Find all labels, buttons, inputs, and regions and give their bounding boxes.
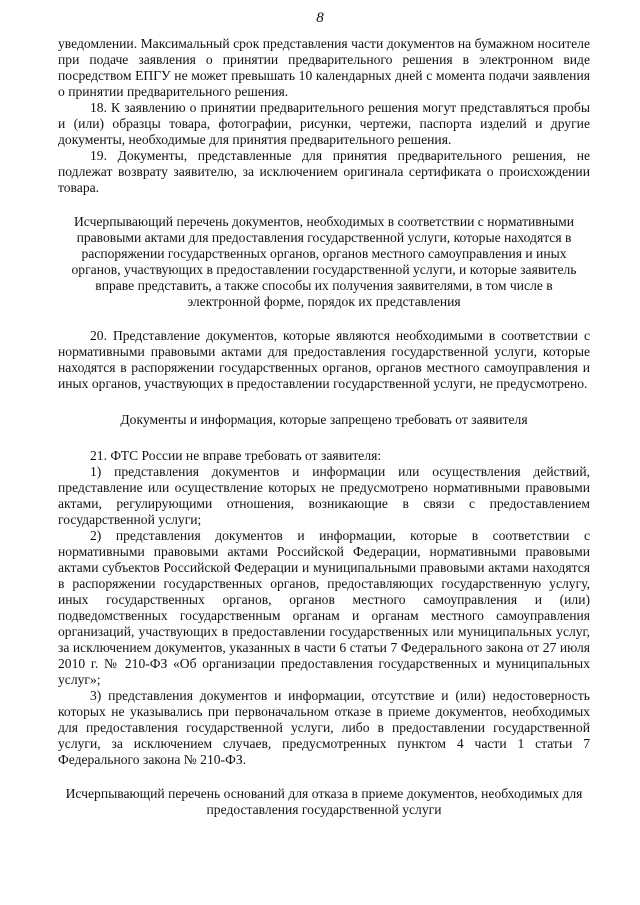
paragraph-21-item-1: 1) представления документов и информации или осуществления действий, представление или осуществление которых не предусмотрено нормативными правовыми актами, регулирующими отношения, возникающие в связи с предоставлением государственной услуги; (58, 464, 590, 527)
paragraph-continuation: уведомлении. Максимальный срок представления части документов на бумажном носителе при подаче заявления о принятии предварительного решения в электронном виде посредством ЕПГУ не может превышать 10 календарных дней с момента подачи заявления о принятии предварительного решения. (58, 36, 590, 99)
section-heading-refusal-grounds: Исчерпывающий перечень оснований для отказа в приеме документов, необходимых для предоставления государственной услуги (65, 786, 583, 817)
paragraph-21-item-3: 3) представления документов и информации, отсутствие и (или) недостоверность которых не указывались при первоначальном отказе в приеме документов, необходимых для предоставления государственной услуги, либо в предоставлении государственной услуги, за исключением случаев, предусмотренных пунктом 4 части 1 статьи 7 Федерального закона № 210-ФЗ. (58, 688, 590, 767)
document-body (58, 36, 590, 836)
section-heading-prohibited-requirements: Документы и информация, которые запрещено требовать от заявителя (120, 412, 528, 427)
page-number: 8 (316, 10, 324, 26)
paragraph-21: 21. ФТС России не вправе требовать от заявителя: (90, 448, 382, 463)
paragraph-18: 18. К заявлению о принятии предварительного решения могут представляться пробы и (или) образцы товара, фотографии, рисунки, чертежи, паспорта изделий и другие документы, необходимые для принятия предварительного решения. (58, 100, 590, 147)
section-heading-documents-list: Исчерпывающий перечень документов, необходимых в соответствии с нормативными правовыми актами для предоставления государственной услуги, которые находятся в распоряжении государственных органов, органов местного самоуправления и иных органов, участвующих в предоставлении государственной услуги, и которые заявитель вправе представить, а также способы их получения заявителями, в том числе в электронной форме, порядок их представления (71, 214, 577, 309)
paragraph-19: 19. Документы, представленные для принятия предварительного решения, не подлежат возврату заявителю, за исключением оригинала сертификата о происхождении товара. (58, 148, 590, 195)
paragraph-21-item-2: 2) представления документов и информации, которые в соответствии с нормативными правовыми актами Российской Федерации, нормативными правовыми актами субъектов Российской Федерации и муниципальными правовыми актами находятся в распоряжении государственных органов, предоставляющих государственную услугу, иных государственных органов, органов местного самоуправления и (или) подведомственных государственным органам и органам местного самоуправления организаций, участвующих в предоставлении государственных или муниципальных услуг, за исключением документов, указанных в части 6 статьи 7 Федерального закона от 27 июля 2010 г. № 210-ФЗ «Об организации предоставления государственных и муниципальных услуг»; (58, 528, 590, 687)
paragraph-20: 20. Представление документов, которые являются необходимыми в соответствии с нормативными правовыми актами для предоставления государственной услуги, которые находятся в распоряжении государственных органов, органов местного самоуправления и иных органов, участвующих в предоставлении государственной услуги, не предусмотрено. (58, 328, 590, 391)
